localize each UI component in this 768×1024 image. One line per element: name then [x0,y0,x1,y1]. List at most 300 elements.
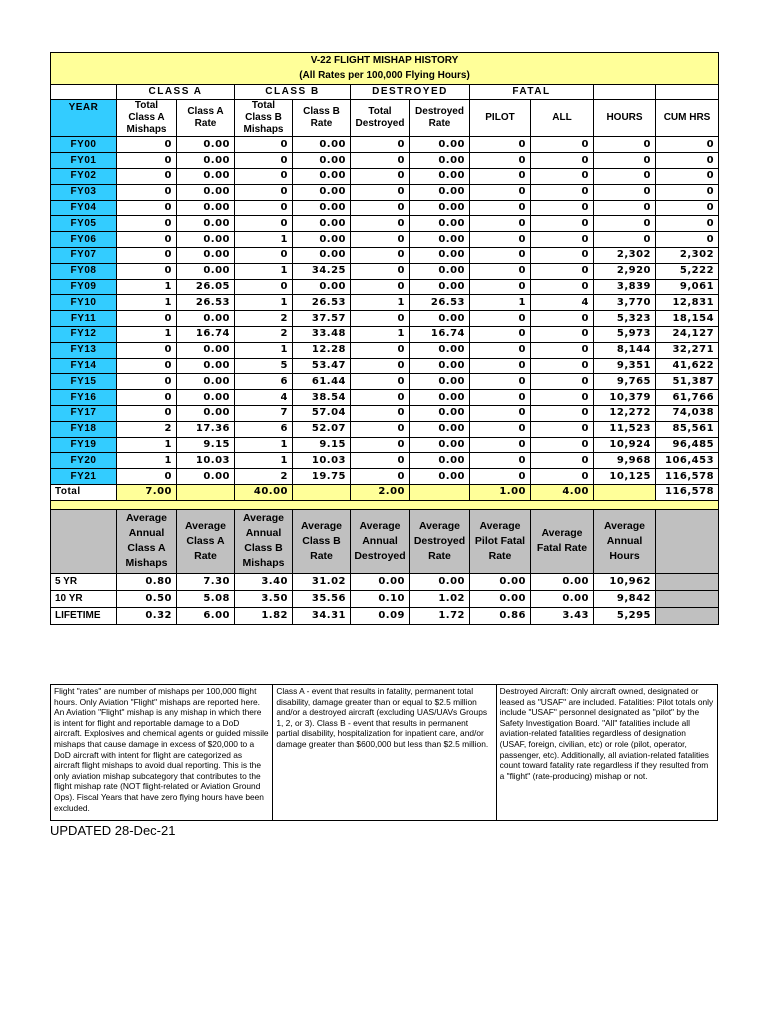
value-cell: 4 [531,295,594,311]
value-cell: 9,765 [594,374,656,390]
value-cell: 0 [470,184,531,200]
table-row [51,390,719,406]
year-cell: FY08 [51,263,117,279]
value-cell: 0 [117,358,177,374]
average-header: Average Annual Class B Mishaps [235,509,293,573]
value-cell: 17.36 [177,421,235,437]
value-cell: 0 [470,232,531,248]
value-cell: 11,523 [594,421,656,437]
average-value: 6.00 [177,607,235,624]
value-cell: 61,766 [656,390,719,406]
value-cell: 0.00 [293,153,351,169]
average-header: Average Class A Rate [177,509,235,573]
value-cell: 1 [235,453,293,469]
year-cell: FY16 [51,390,117,406]
average-header: Average Fatal Rate [531,509,594,573]
value-cell: 12,272 [594,405,656,421]
value-cell: 3,770 [594,295,656,311]
table-row [51,311,719,327]
value-cell: 0 [351,342,410,358]
value-cell: 1 [351,295,410,311]
value-cell: 74,038 [656,405,719,421]
total-cum-hrs: 116,578 [656,484,719,500]
value-cell: 26.53 [293,295,351,311]
table-row [51,184,719,200]
value-cell: 0.00 [293,216,351,232]
value-cell: 33.48 [293,326,351,342]
average-value: 0.00 [351,573,410,590]
table-row [51,405,719,421]
value-cell: 0 [117,168,177,184]
year-cell: FY09 [51,279,117,295]
value-cell: 0 [117,405,177,421]
value-cell: 0 [351,390,410,406]
total-pilot: 1.00 [470,484,531,500]
year-cell: FY14 [51,358,117,374]
separator-row [51,500,719,509]
average-value: 0.10 [351,590,410,607]
value-cell: 0.00 [177,153,235,169]
table-row [51,469,719,485]
year-cell: FY07 [51,247,117,263]
value-cell: 1 [351,326,410,342]
group-class-b: CLASS B [235,84,351,100]
value-cell: 0.00 [177,200,235,216]
value-cell: 0 [594,232,656,248]
value-cell: 9,351 [594,358,656,374]
value-cell: 0 [594,216,656,232]
value-cell: 2,302 [594,247,656,263]
value-cell: 26.53 [177,295,235,311]
table-row [51,453,719,469]
average-label: 5 YR [51,573,117,590]
value-cell: 0 [531,216,594,232]
value-cell: 0 [351,453,410,469]
value-cell: 10,125 [594,469,656,485]
average-header-empty [656,509,719,573]
value-cell: 0 [351,200,410,216]
average-value: 0.80 [117,573,177,590]
separator-cell [51,500,719,509]
value-cell: 0 [470,374,531,390]
value-cell: 0 [117,374,177,390]
value-cell: 0.00 [177,263,235,279]
value-cell: 1 [235,263,293,279]
column-header: CUM HRS [656,100,719,137]
column-header: Total Class B Mishaps [235,100,293,137]
year-cell: FY15 [51,374,117,390]
table-row [51,326,719,342]
value-cell: 0 [531,153,594,169]
column-header: Total Class A Mishaps [117,100,177,137]
mishap-table [50,52,719,625]
value-cell: 0 [531,311,594,327]
value-cell: 0.00 [177,342,235,358]
average-header: Average Annual Class A Mishaps [117,509,177,573]
year-cell: FY00 [51,137,117,153]
note-class-definitions: Class A - event that results in fatality, permanent total disability, damage greater than or equal to $2.5 million and/or a destroyed aircraft (excluding UAS/UAVs Groups 1, 2, or 3). Class B - event that results in permanent partial disability, hospitalization for inpatient care, and/or damage greater than $600,000 but less than $2.5 million. [272,685,495,820]
value-cell: 9,968 [594,453,656,469]
year-cell: FY06 [51,232,117,248]
total-class-a: 7.00 [117,484,177,500]
table-row [51,263,719,279]
year-cell: FY20 [51,453,117,469]
value-cell: 0 [594,184,656,200]
value-cell: 0.00 [410,342,470,358]
value-cell: 3,839 [594,279,656,295]
year-cell: FY12 [51,326,117,342]
value-cell: 0.00 [177,358,235,374]
table-subtitle: (All Rates per 100,000 Flying Hours) [51,68,719,84]
value-cell: 9.15 [293,437,351,453]
year-cell: FY10 [51,295,117,311]
average-row [51,607,719,624]
value-cell: 1 [235,437,293,453]
value-cell: 0.00 [177,137,235,153]
table-row [51,342,719,358]
value-cell: 38.54 [293,390,351,406]
value-cell: 2 [235,326,293,342]
total-empty [293,484,351,500]
table-row [51,153,719,169]
year-cell: FY01 [51,153,117,169]
value-cell: 0 [470,342,531,358]
value-cell: 0 [351,247,410,263]
year-cell: FY11 [51,311,117,327]
value-cell: 0 [531,421,594,437]
value-cell: 2 [235,469,293,485]
group-fatal: FATAL [470,84,594,100]
value-cell: 0 [656,216,719,232]
value-cell: 0 [470,390,531,406]
value-cell: 0.00 [177,184,235,200]
average-value: 0.00 [470,590,531,607]
value-cell: 0 [594,168,656,184]
value-cell: 8,144 [594,342,656,358]
value-cell: 7 [235,405,293,421]
value-cell: 1 [117,453,177,469]
value-cell: 5,323 [594,311,656,327]
value-cell: 0 [351,184,410,200]
average-value: 5.08 [177,590,235,607]
value-cell: 0.00 [410,311,470,327]
group-destroyed: DESTROYED [351,84,470,100]
average-value: 0.00 [531,590,594,607]
average-value: 5,295 [594,607,656,624]
total-empty [594,484,656,500]
value-cell: 96,485 [656,437,719,453]
total-row [51,484,719,500]
value-cell: 85,561 [656,421,719,437]
value-cell: 0.00 [177,168,235,184]
value-cell: 0 [470,200,531,216]
table-row [51,374,719,390]
value-cell: 0.00 [293,168,351,184]
group-class-a: CLASS A [117,84,235,100]
average-value: 0.00 [410,573,470,590]
value-cell: 0 [470,168,531,184]
column-header: HOURS [594,100,656,137]
column-header: Destroyed Rate [410,100,470,137]
value-cell: 0 [531,168,594,184]
table-row [51,247,719,263]
note-destroyed-fatalities: Destroyed Aircraft: Only aircraft owned, designated or leased as "USAF" are included. Fatalities: Pilot totals only include "USAF" personnel designated as "pilot" by the Safety Investigation Board. "All" fatalities include all aviation-related fatalities regardless of designation (USAF, foreign, civilian, etc) or role (pilot, operator, passenger, etc). Additionally, all aviation-related fatalities count toward fatality rate regardless if they resulted from a "flight" (rate-producing) mishap or not. [496,685,717,820]
value-cell: 1 [235,342,293,358]
average-value: 9,842 [594,590,656,607]
value-cell: 0 [531,200,594,216]
updated-date: UPDATED 28-Dec-21 [50,823,176,838]
value-cell: 0 [470,137,531,153]
value-cell: 0 [470,153,531,169]
value-cell: 0 [531,342,594,358]
column-header: Total Destroyed [351,100,410,137]
value-cell: 0 [351,405,410,421]
total-all: 4.00 [531,484,594,500]
value-cell: 0 [351,311,410,327]
year-cell: FY21 [51,469,117,485]
value-cell: 2,920 [594,263,656,279]
value-cell: 0 [117,232,177,248]
notes-box [50,684,718,821]
value-cell: 0 [351,437,410,453]
value-cell: 0 [117,342,177,358]
value-cell: 0 [531,358,594,374]
value-cell: 0 [117,137,177,153]
average-value: 0.09 [351,607,410,624]
value-cell: 10,924 [594,437,656,453]
average-value: 0.00 [531,573,594,590]
value-cell: 1 [235,295,293,311]
value-cell: 0.00 [410,263,470,279]
value-cell: 0 [470,358,531,374]
value-cell: 0 [117,216,177,232]
value-cell: 0 [656,232,719,248]
value-cell: 0 [656,168,719,184]
value-cell: 19.75 [293,469,351,485]
value-cell: 0 [235,247,293,263]
column-header-row [51,100,719,137]
value-cell: 1 [117,295,177,311]
average-value: 1.02 [410,590,470,607]
value-cell: 53.47 [293,358,351,374]
table-row [51,358,719,374]
table-row [51,279,719,295]
value-cell: 0.00 [410,200,470,216]
value-cell: 1 [117,437,177,453]
table-row [51,421,719,437]
value-cell: 0 [531,247,594,263]
value-cell: 0.00 [410,374,470,390]
value-cell: 0.00 [410,421,470,437]
value-cell: 1 [235,232,293,248]
value-cell: 0 [656,200,719,216]
table-row [51,137,719,153]
title-row-2 [51,68,719,84]
value-cell: 0.00 [293,137,351,153]
note-flight-rates: Flight "rates" are number of mishaps per 100,000 flight hours. Only Aviation "Flight" mishaps are reported here. An Aviation "Flight" mishap is any mishap in which there is intent for flight and reportable damage to a DoD aircraft. Explosives and chemical agents or guided missile mishaps that cause damage in excess of $20,000 to a DoD aircraft with intent for flight are categorized as aircraft flight mishaps to avoid dual reporting. This is the only aviation mishap subcategory that contributes to the flight mishap rate (NOT flight-related or Aviation Ground Ops). Fiscal Years that have zero flying hours have been excluded. [54,686,269,813]
value-cell: 0 [351,469,410,485]
value-cell: 16.74 [177,326,235,342]
value-cell: 5,222 [656,263,719,279]
value-cell: 0 [351,358,410,374]
value-cell: 0 [117,184,177,200]
value-cell: 16.74 [410,326,470,342]
column-header: ALL [531,100,594,137]
value-cell: 0 [117,469,177,485]
value-cell: 0.00 [177,405,235,421]
value-cell: 0.00 [293,279,351,295]
average-row [51,590,719,607]
value-cell: 0 [117,200,177,216]
average-empty [656,607,719,624]
value-cell: 0.00 [410,390,470,406]
group-header-row [51,84,719,100]
average-value: 0.86 [470,607,531,624]
value-cell: 0 [470,263,531,279]
year-cell: FY02 [51,168,117,184]
table-row [51,437,719,453]
value-cell: 9.15 [177,437,235,453]
value-cell: 0 [351,137,410,153]
value-cell: 0 [594,137,656,153]
value-cell: 0 [531,137,594,153]
value-cell: 12.28 [293,342,351,358]
value-cell: 6 [235,421,293,437]
value-cell: 106,453 [656,453,719,469]
value-cell: 0.00 [177,469,235,485]
value-cell: 0 [531,469,594,485]
column-header: PILOT [470,100,531,137]
value-cell: 18,154 [656,311,719,327]
table-row [51,216,719,232]
table-row [51,232,719,248]
value-cell: 0 [351,279,410,295]
total-label: Total [51,484,117,500]
value-cell: 41,622 [656,358,719,374]
average-header: Average Annual Hours [594,509,656,573]
value-cell: 0.00 [410,247,470,263]
year-cell: FY04 [51,200,117,216]
average-empty [656,590,719,607]
value-cell: 1 [117,279,177,295]
value-cell: 5,973 [594,326,656,342]
column-header: Class B Rate [293,100,351,137]
value-cell: 0.00 [293,232,351,248]
year-cell: FY03 [51,184,117,200]
value-cell: 0.00 [410,469,470,485]
year-cell: FY18 [51,421,117,437]
value-cell: 10,379 [594,390,656,406]
value-cell: 116,578 [656,469,719,485]
value-cell: 26.05 [177,279,235,295]
value-cell: 0 [235,153,293,169]
value-cell: 0 [531,232,594,248]
value-cell: 0.00 [410,184,470,200]
average-value: 34.31 [293,607,351,624]
value-cell: 4 [235,390,293,406]
value-cell: 0.00 [410,232,470,248]
value-cell: 0 [235,184,293,200]
value-cell: 5 [235,358,293,374]
value-cell: 0.00 [410,358,470,374]
year-cell: FY19 [51,437,117,453]
year-cell: FY13 [51,342,117,358]
average-value: 7.30 [177,573,235,590]
average-value: 35.56 [293,590,351,607]
value-cell: 0 [117,153,177,169]
average-value: 31.02 [293,573,351,590]
value-cell: 0.00 [177,374,235,390]
value-cell: 0 [531,279,594,295]
value-cell: 51,387 [656,374,719,390]
value-cell: 0 [531,374,594,390]
value-cell: 26.53 [410,295,470,311]
value-cell: 0 [470,247,531,263]
value-cell: 0.00 [410,216,470,232]
average-value: 0.00 [470,573,531,590]
value-cell: 2,302 [656,247,719,263]
average-value: 0.32 [117,607,177,624]
average-value: 0.50 [117,590,177,607]
value-cell: 34.25 [293,263,351,279]
total-class-b: 40.00 [235,484,293,500]
value-cell: 52.07 [293,421,351,437]
value-cell: 61.44 [293,374,351,390]
title-row-1 [51,53,719,69]
value-cell: 0 [351,232,410,248]
table-row [51,295,719,311]
total-destroyed: 2.00 [351,484,410,500]
value-cell: 10.03 [293,453,351,469]
value-cell: 2 [235,311,293,327]
value-cell: 0 [531,405,594,421]
value-cell: 0 [531,326,594,342]
value-cell: 0.00 [293,200,351,216]
table-row [51,168,719,184]
value-cell: 0 [531,263,594,279]
average-value: 10,962 [594,573,656,590]
value-cell: 0 [117,263,177,279]
average-label: LIFETIME [51,607,117,624]
total-empty [410,484,470,500]
average-header: Average Annual Destroyed [351,509,410,573]
value-cell: 6 [235,374,293,390]
value-cell: 0 [351,153,410,169]
value-cell: 0 [235,168,293,184]
average-value: 1.82 [235,607,293,624]
average-empty [656,573,719,590]
value-cell: 0.00 [177,216,235,232]
average-header: Average Destroyed Rate [410,509,470,573]
value-cell: 0 [235,137,293,153]
value-cell: 0.00 [293,247,351,263]
value-cell: 0 [351,216,410,232]
value-cell: 0 [470,311,531,327]
value-cell: 0.00 [410,153,470,169]
average-value: 3.40 [235,573,293,590]
value-cell: 0 [117,247,177,263]
value-cell: 0 [470,421,531,437]
value-cell: 0 [470,405,531,421]
value-cell: 0.00 [410,437,470,453]
average-header-row [51,509,719,573]
value-cell: 0 [470,437,531,453]
value-cell: 0 [656,137,719,153]
value-cell: 57.04 [293,405,351,421]
year-cell: FY17 [51,405,117,421]
column-header: Class A Rate [177,100,235,137]
value-cell: 0.00 [410,453,470,469]
